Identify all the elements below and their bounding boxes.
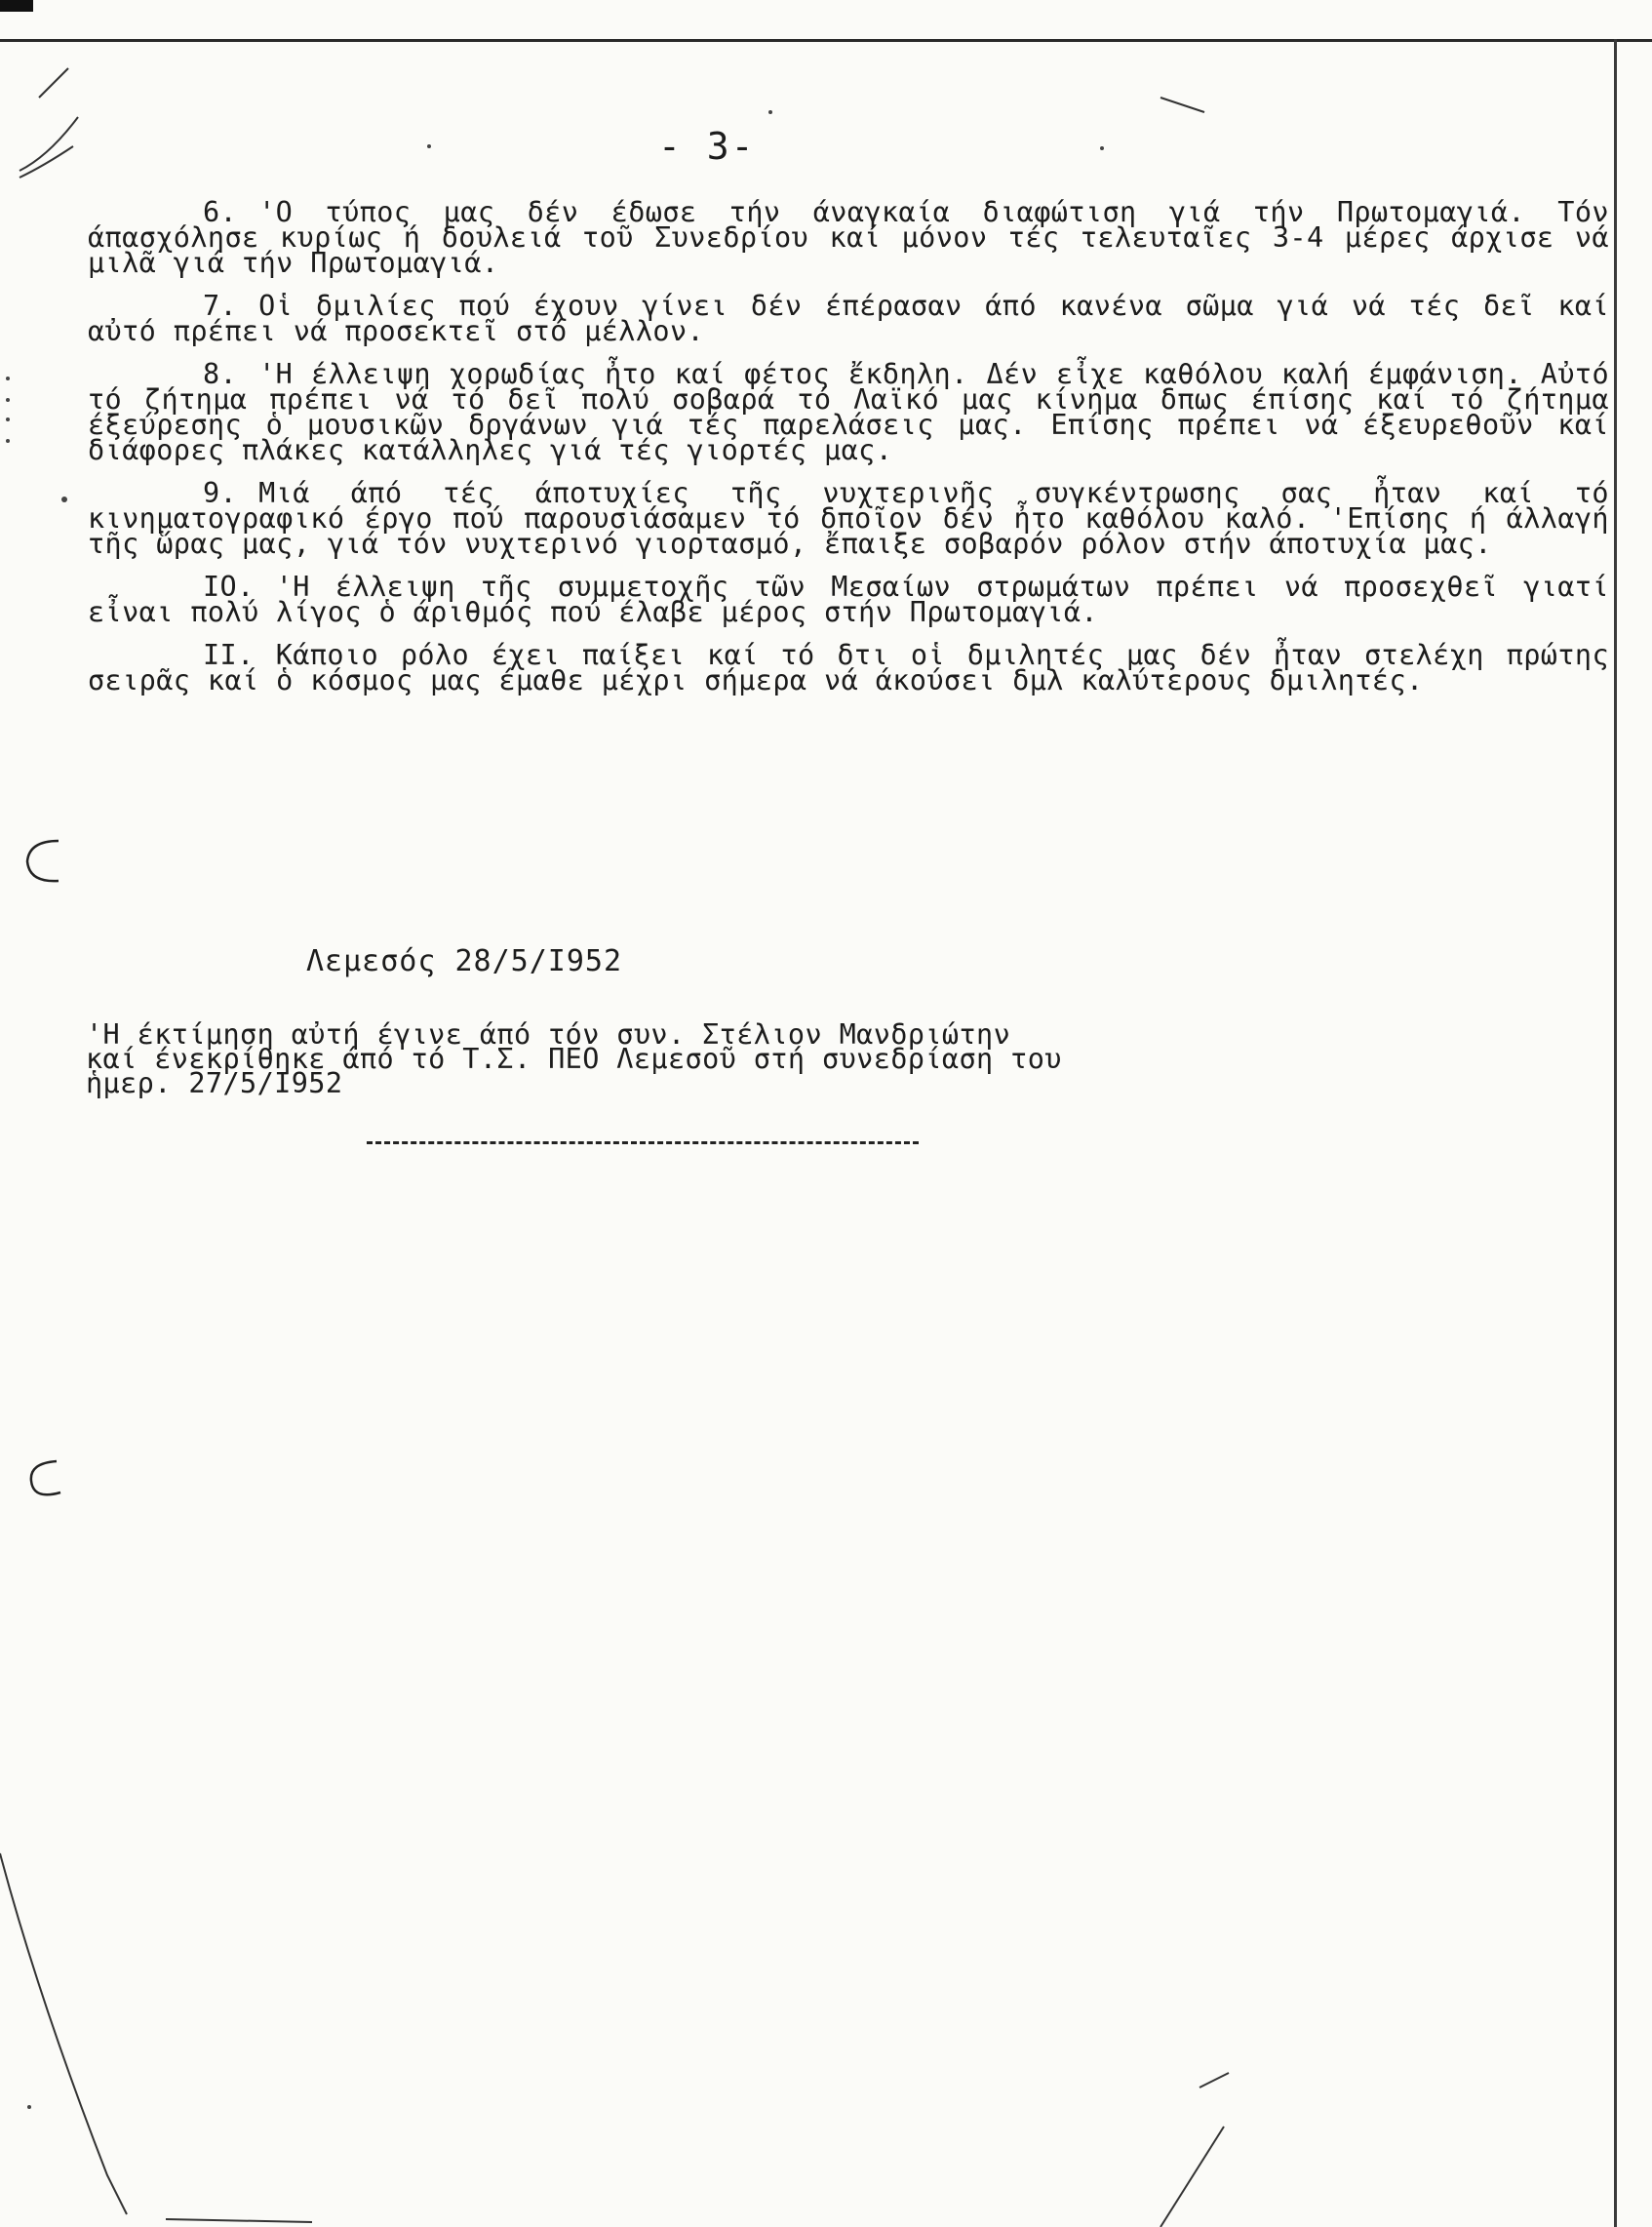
scan-speck: [768, 110, 772, 114]
paragraph-number: IO.: [203, 571, 255, 603]
paragraph-6: [88, 196, 1609, 279]
paragraph-number: II.: [203, 639, 255, 671]
scan-speck: [6, 398, 10, 402]
note-line: καί ένεκρίθηκε άπό τό Τ.Σ. ΠΕΟ Λεμεσοῦ στή συνεδρίαση του: [86, 1043, 1062, 1075]
paragraph-number: 9.: [203, 477, 238, 509]
scribble-mark: [166, 2219, 312, 2222]
paragraph-7: [88, 290, 1609, 347]
approval-note: [86, 1018, 1256, 1099]
paragraph-9: [88, 477, 1609, 560]
punch-hole-mark: [31, 1461, 60, 1494]
scan-speck: [6, 418, 10, 421]
scribble-mark: [0, 1853, 127, 2214]
paragraph-text: Οἱ δμιλίες πού έχουν γίνει δέν έπέρασαν άπό κανένα σῶμα γιά νά τές δεῖ καί αὐτό πρέπει νά προσεκτεῖ στό μέλλον.: [88, 290, 1609, 347]
dashed-divider: [367, 1141, 919, 1144]
scan-speck: [1100, 146, 1104, 150]
scan-speck: [427, 144, 431, 148]
body-text: [88, 196, 1609, 711]
scan-speck: [61, 497, 67, 502]
paragraph-text: 'Ο τύπος μας δέν έδωσε τήν άναγκαία διαφώτιση γιά τήν Πρωτομαγιά. Τόν άπασχόλησε κυρίως ή δουλειά τοῦ Συνεδρίου καί μόνον τές τελευταῖες 3-4 μέρες άρχισε νά μιλᾶ γιά τήν Πρωτομαγιά.: [88, 196, 1609, 279]
page-number: - 3-: [658, 125, 756, 168]
scribble-mark: [39, 68, 68, 98]
paragraph-text: 'Η έλλειψη χορωδίας ἦτο καί φέτος ἔκδηλη. Δέν εἶχε καθόλου καλή έμφάνιση. Αὐτό τό ζήτημα πρέπει νά τό δεῖ πολύ σοβαρά τό Λαϊκό μας κίνημα δπως έπίσης καί τό ζήτημα έξεύρεσης ὁ μουσικῶν δργάνων γιά τές παρελάσεις μας. Επίσης πρέπει νά έξευρεθοῦν καί διάφορες πλάκες κατάλληλες γιά τές γιορτές μας.: [88, 358, 1609, 466]
scribble-mark: [1160, 98, 1204, 112]
scribble-mark: [1160, 2127, 1224, 2227]
note-line: ἡμερ. 27/5/I952: [86, 1067, 343, 1099]
paragraph-number: 8.: [203, 358, 238, 390]
scribble-mark: [1200, 2073, 1229, 2088]
punch-hole-mark: [27, 841, 59, 881]
paragraph-text: 'Η έλλειψη τῆς συμμετοχῆς τῶν Μεσαίων στρωμάτων πρέπει νά προσεχθεῖ γιατί εἶναι πολύ λίγος ὁ άριθμός πού έλαβε μέρος στήν Πρωτομαγιά.: [88, 571, 1609, 628]
paragraph-text: Μιά άπό τές άποτυχίες τῆς νυχτερινῆς συγκέντρωσης σας ἦταν καί τό κινηματογραφικό έργο πού παρουσιάσαμεν τό δποῖον δέν ἦτο καθόλου καλό. 'Επίσης ή άλλαγή τῆς ὥρας μας, γιά τόν νυχτερινό γιορτασμό, ἔπαιξε σοβαρόν ρόλον στήν άποτυχία μας.: [88, 477, 1609, 560]
scan-speck: [6, 439, 10, 443]
paragraph-8: [88, 358, 1609, 466]
note-line: 'Η έκτίμηση αὐτή έγινε άπό τόν συν. Στέλιον Μανδριώτην: [86, 1018, 1011, 1051]
paragraph-10: [88, 571, 1609, 628]
dateline: Λεμεσός 28/5/I952: [306, 944, 623, 978]
scan-speck: [6, 377, 10, 380]
paragraph-number: 7.: [203, 290, 238, 322]
scan-speck: [27, 2105, 31, 2109]
paragraph-text: Κάποιο ρόλο έχει παίξει καί τό δτι οἱ δμιλητές μας δέν ἦταν στελέχη πρώτης σειρᾶς καί ὁ κόσμος μας έμαθε μέχρι σήμερα νά άκούσει δμλ καλύτερους δμιλητές.: [88, 639, 1609, 696]
paragraph-11: [88, 639, 1609, 696]
paragraph-number: 6.: [203, 196, 238, 228]
